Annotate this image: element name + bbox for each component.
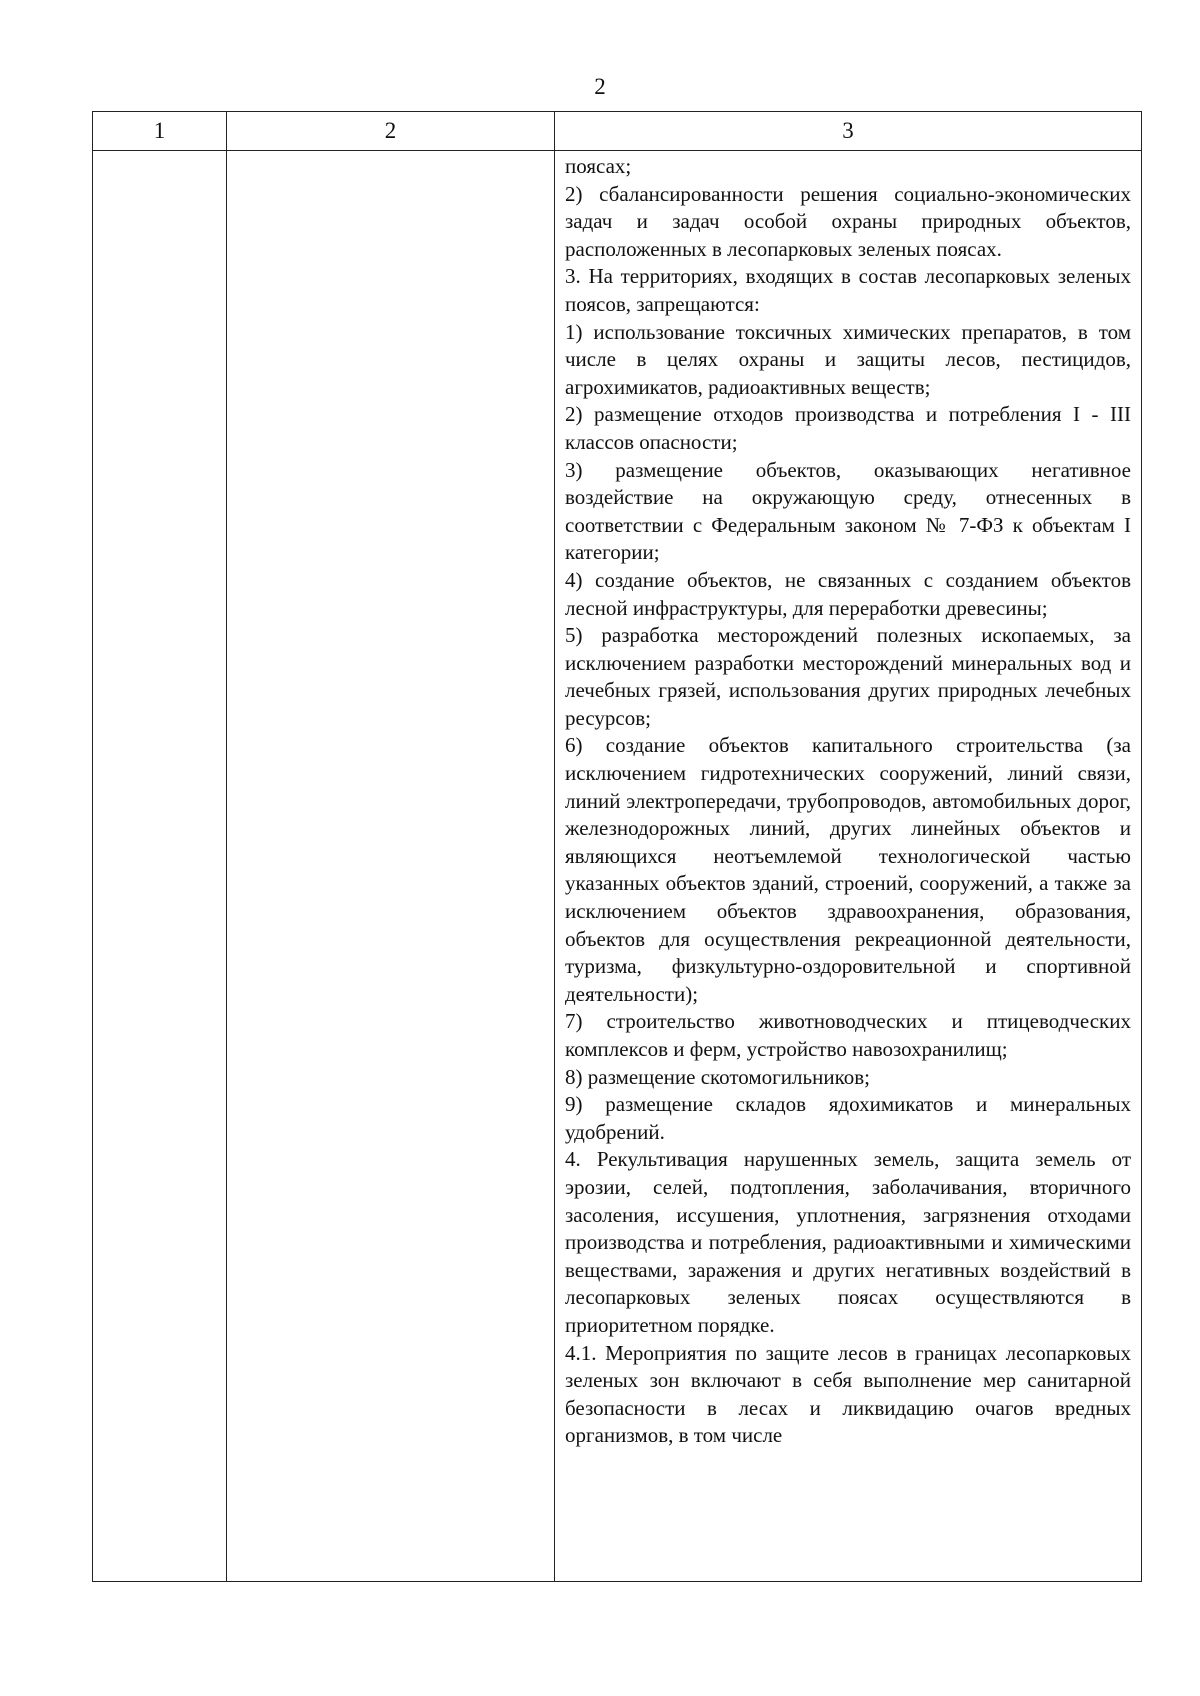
document-table [92,111,1142,1582]
paragraph: 6) создание объектов капитального строительства (за исключением гидротехнических сооружений, линий связи, линий электропередачи, трубопроводов, автомобильных дорог, железнодорожных линий, других линейных объектов и являющихся неотъемлемой технологической частью указанных объектов зданий, строений, сооружений, а также за исключением объектов здравоохранения, образования, объектов для осуществления рекреационной деятельности, туризма, физкультурно-оздоровительной и спортивной деятельности); [565,733,1131,1006]
body-col-2 [227,151,555,1582]
paragraph: 8) размещение скотомогильников; [565,1064,870,1089]
table-header-row [93,112,1142,151]
page-number: 2 [594,74,606,99]
header-col-1: 1 [93,112,227,151]
paragraph: 4) создание объектов, не связанных с созданием объектов лесной инфраструктуры, для переработки древесины; [565,567,1131,620]
table-body-row [93,151,1142,1582]
paragraph: 9) размещение складов ядохимикатов и минеральных удобрений. [565,1092,1131,1144]
paragraph: 5) разработка месторождений полезных ископаемых, за исключением разработки месторождений минеральных вод и лечебных грязей, использования других природных лечебных ресурсов; [565,623,1131,730]
body-col-1 [93,151,227,1582]
paragraph: 3. На территориях, входящих в состав лесопарковых зеленых поясов, запрещаются: [565,264,1131,316]
paragraph: 2) размещение отходов производства и потребления I - III классов опасности; [565,402,1131,454]
header-col-2: 2 [227,112,555,151]
paragraph: 7) строительство животноводческих и птицеводческих комплексов и ферм, устройство навозохранилищ; [565,1009,1131,1061]
body-col-3 [555,151,1142,1582]
paragraph: 4.1. Мероприятия по защите лесов в границах лесопарковых зеленых зон включают в себя выполнение мер санитарной безопасности в лесах и ликвидацию очагов вредных организмов, в том числе [565,1340,1131,1448]
paragraph: поясах; [565,154,632,178]
paragraph: 3) размещение объектов, оказывающих негативное воздействие на окружающую среду, отнесенных в соответствии с Федеральным законом № 7-ФЗ к объектам I категории; [565,457,1131,565]
paragraph: 2) сбалансированности решения социально-экономических задач и задач особой охраны природных объектов, расположенных в лесопарковых зеленых поясах. [565,181,1131,261]
header-col-3: 3 [555,112,1142,151]
paragraph: 1) использование токсичных химических препаратов, в том числе в целях охраны и защиты лесов, пестицидов, агрохимикатов, радиоактивных веществ; [565,319,1131,399]
paragraph: 4. Рекультивация нарушенных земель, защита земель от эрозии, селей, подтопления, заболачивания, вторичного засоления, иссушения, уплотнения, загрязнения отходами производства и потребления, радиоактивными и химическими веществами, заражения и других негативных воздействий в лесопарковых зеленых поясах осуществляются в приоритетном порядке. [565,1147,1131,1337]
